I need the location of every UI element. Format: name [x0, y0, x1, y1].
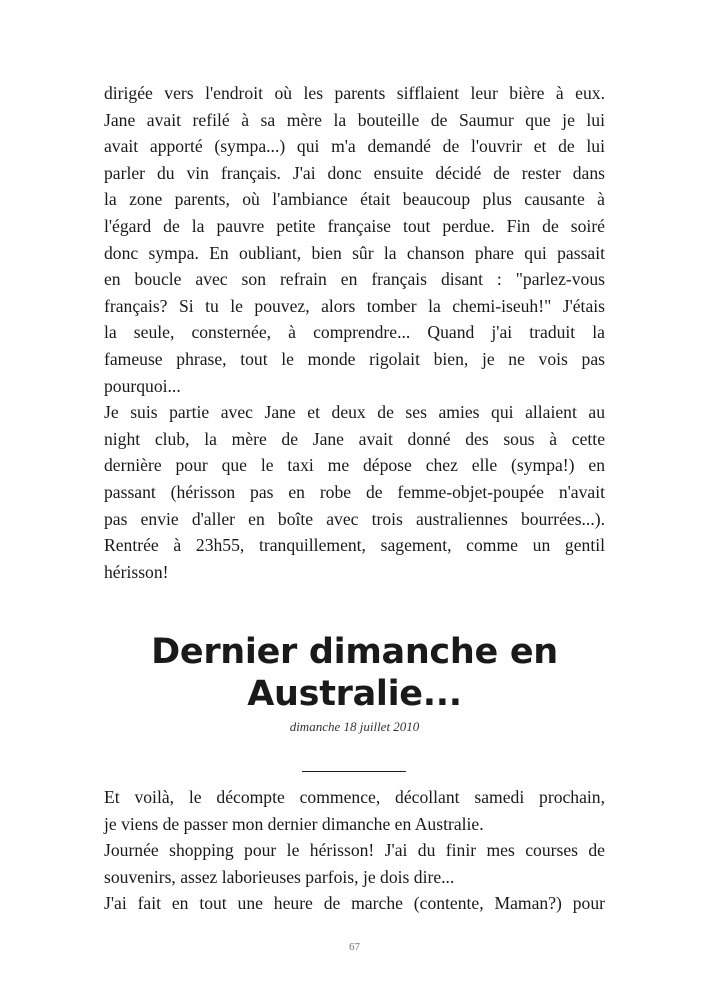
text-line: Je suis partie avec Jane et deux de ses amies qui allaient au	[104, 402, 605, 423]
text-line: fameuse phrase, tout le monde rigolait bien, je ne vois pas	[104, 348, 605, 369]
text-line: avait apporté (sympa...) qui m'a demandé de l'ouvrir et de lui	[104, 136, 605, 157]
text-line: dirigée vers l'endroit où les parents sifflaient leur bière à eux.	[104, 83, 605, 103]
text-line: parler du vin français. J'ai donc ensuite décidé de rester dans	[104, 162, 605, 183]
text-line: donc sympa. En oubliant, bien sûr la chanson phare qui passait	[104, 242, 605, 263]
text-line: l'égard de la pauvre petite française tout perdue. Fin de soiré	[104, 215, 605, 236]
paragraph-1	[104, 80, 605, 399]
text-line: la seule, consternée, à comprendre... Quand j'ai traduit la	[104, 322, 605, 343]
text-line: passant (hérisson pas en robe de femme-objet-poupée n'avait	[104, 481, 605, 502]
text-line: dernière pour que le taxi me dépose chez elle (sympa!) en	[104, 455, 605, 476]
text-line: Jane avait refilé à sa mère la bouteille de Saumur que je lui	[104, 109, 605, 130]
paragraph-3	[104, 784, 605, 837]
text-line: Et voilà, le décompte commence, décollant samedi prochain,	[104, 787, 605, 807]
article-date: dimanche 18 juillet 2010	[289, 719, 420, 734]
title-line: Dernier dimanche en	[151, 632, 558, 672]
text-line: pourquoi...	[104, 375, 181, 396]
paragraph-4	[104, 837, 605, 890]
page-number: 67	[349, 941, 360, 953]
text-line: Journée shopping pour le hérisson! J'ai du finir mes courses de	[104, 840, 605, 861]
paragraph-5	[104, 890, 605, 917]
text-line: la zone parents, où l'ambiance était beaucoup plus causante à	[104, 189, 605, 210]
text-line: français? Si tu le pouvez, alors tomber la chemi-iseuh!" J'étais	[104, 295, 605, 316]
title-line: Australie...	[247, 674, 462, 714]
article-title	[0, 631, 709, 715]
text-line: pas envie d'aller en boîte avec trois australiennes bourrées...).	[104, 508, 605, 529]
text-line: je viens de passer mon dernier dimanche en Australie.	[104, 813, 484, 834]
article-body	[104, 784, 605, 917]
text-line: night club, la mère de Jane avait donné des sous à cette	[104, 428, 605, 449]
text-line: souvenirs, assez laborieuses parfois, je dois dire...	[104, 866, 455, 887]
text-line: hérisson!	[104, 561, 169, 582]
text-line: J'ai fait en tout une heure de marche (contente, Maman?) pour	[104, 893, 605, 914]
previous-article-body	[104, 80, 605, 585]
title-separator	[302, 771, 406, 772]
text-line: Rentrée à 23h55, tranquillement, sagement, comme un gentil	[104, 535, 605, 556]
paragraph-2	[104, 399, 605, 585]
text-line: en boucle avec son refrain en français disant : "parlez-vous	[104, 269, 605, 290]
